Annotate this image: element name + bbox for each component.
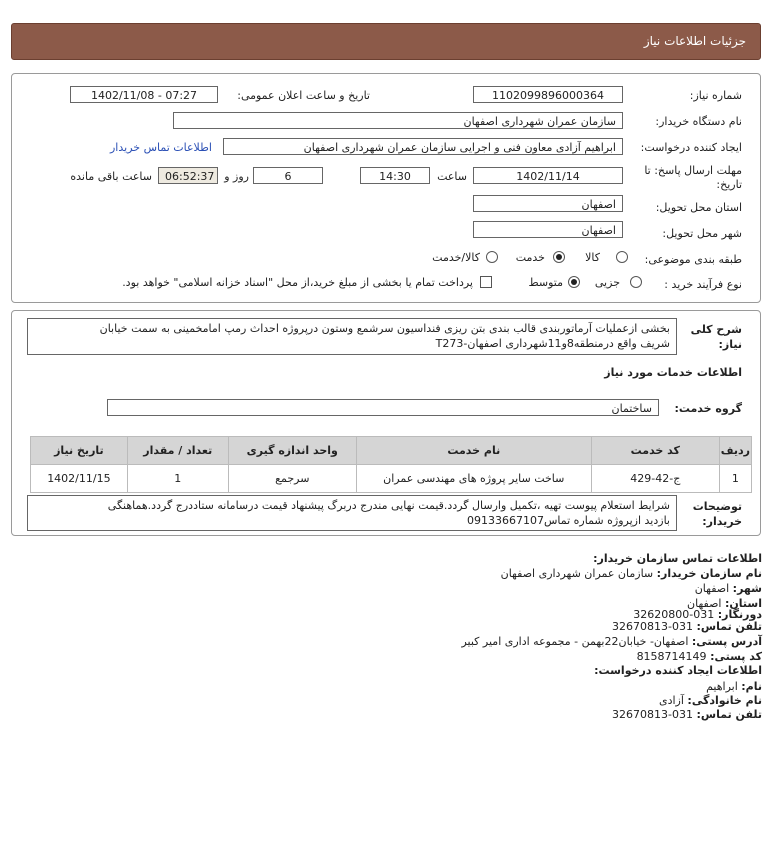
remaining-label: ساعت باقی مانده [70,170,152,183]
phone-value: 031-32670813 [612,620,694,633]
remaining-time-field: 06:52:37 [158,167,218,184]
buyer-notes-line-2: بازدید ازپروژه شماره تماس09133667107 [466,514,670,527]
need-number-label: شماره نیاز: [689,89,742,102]
buyer-contact-link[interactable]: اطلاعات تماس خریدار [110,141,212,154]
name-value: ابراهیم [706,680,738,693]
need-number-field: 1102099896000364 [473,86,623,103]
need-info-panel [11,73,761,303]
family-line [659,694,762,707]
page-header [11,23,761,60]
contact-title: اطلاعات تماس سازمان خریدار: [593,552,762,565]
table-row [31,465,752,493]
address-value: اصفهان- خیابان22بهمن - مجموعه اداری امیر کبیر [461,635,689,648]
creator-label: ایجاد کننده درخواست: [640,141,742,154]
category-radio-goods[interactable] [616,251,628,263]
buyer-notes-label-1: توضیحات [692,500,742,513]
cell-quantity: 1 [127,465,228,493]
category-option-goods-service: کالا/خدمت [432,251,480,264]
phone-label: تلفن تماس: [696,620,762,633]
org-line [501,567,762,580]
buyer-label: نام دستگاه خریدار: [655,115,742,128]
fax-value: 031-32620800 [633,608,715,621]
name-label: نام: [741,680,762,693]
contact-city-label: شهر: [732,582,762,595]
province-field: اصفهان [473,195,623,212]
category-radio-service[interactable] [553,251,565,263]
col-name: نام خدمت [356,437,591,465]
treasury-checkbox[interactable] [480,276,492,288]
process-radio-minor[interactable] [630,276,642,288]
summary-text-box [27,318,677,355]
days-field: 6 [253,167,323,184]
col-date: تاریخ نیاز [31,437,128,465]
category-label: طبقه بندی موضوعی: [644,253,742,266]
address-line [461,635,762,648]
service-group-field: ساختمان [107,399,659,416]
postal-line [637,650,762,663]
province-label: استان محل تحویل: [655,201,742,214]
summary-text-line-2: شریف واقع درمنطقه8و11شهرداری اصفهان-T273 [435,337,670,350]
col-quantity: تعداد / مقدار [127,437,228,465]
city-line [695,582,762,595]
deadline-date-field: 1402/11/14 [473,167,623,184]
page-title: جزئیات اطلاعات نیاز [643,34,746,48]
postal-label: کد پستی: [710,650,762,663]
contact-city-value: اصفهان [694,582,730,595]
postal-value: 8158714149 [636,650,707,663]
cell-row: 1 [719,465,751,493]
deadline-label-2: تاریخ: [716,178,742,191]
payment-note: پرداخت تمام یا بخشی از مبلغ خرید،از محل "اسناد خزانه اسلامی" خواهد بود. [122,276,473,289]
org-label: نام سازمان خریدار: [656,567,762,580]
family-label: نام خانوادگی: [687,694,762,707]
fax-label: دورنگار: [717,608,762,621]
col-row: ردیف [719,437,751,465]
col-unit: واحد اندازه گیری [228,437,356,465]
time-label: ساعت [437,170,467,183]
buyer-field: سازمان عمران شهرداری اصفهان [173,112,623,129]
category-option-goods: کالا [585,251,600,264]
process-option-medium: متوسط [528,276,563,289]
deadline-time-field: 14:30 [360,167,430,184]
creator-field: ابراهیم آزادی معاون فنی و اجرایی سازمان عمران شهرداری اصفهان [223,138,623,155]
table-header-row [31,437,752,465]
process-option-minor: جزیی [594,276,620,289]
buyer-notes-box [27,495,677,531]
cell-code: ج-42-429 [591,465,719,493]
service-group-label: گروه خدمت: [674,402,742,415]
services-title: اطلاعات خدمات مورد نیاز [604,366,742,379]
summary-text-line-1: بخشی ازعملیات آرماتوربندی قالب بندی بتن ریزی فنداسیون سرشمع وستون درپروژه احداث رمپ امامخمینی به سمت خیابان [99,322,670,335]
summary-label: شرح کلی [690,323,742,336]
city-field: اصفهان [473,221,623,238]
org-value: سازمان عمران شهرداری اصفهان [500,567,654,580]
address-label: آدرس پستی: [691,635,762,648]
city-label: شهر محل تحویل: [662,227,742,240]
summary-label-2: نیاز: [718,338,742,351]
process-label: نوع فرآیند خرید : [664,278,742,291]
cell-date: 1402/11/15 [31,465,128,493]
buyer-notes-label-2: خریدار: [702,515,742,528]
creator-phone-value: 031-32670813 [612,708,694,721]
contact-province-label: استان: [725,597,762,610]
phone-line [612,620,762,633]
announce-field: 1402/11/08 - 07:27 [70,86,218,103]
creator-phone-label: تلفن تماس: [696,708,762,721]
cell-unit: سرجمع [228,465,356,493]
creator-phone-line [612,708,762,721]
buyer-notes-line-1: شرایط استعلام پیوست تهیه ،تکمیل وارسال گردد.قیمت نهایی مندرج دربرگ پیشنهاد قیمت درسامانه ستاددرج گردد.هماهنگی [107,499,670,512]
category-option-service: خدمت [515,251,545,264]
creator-title: اطلاعات ایجاد کننده درخواست: [594,664,762,677]
col-code: کد خدمت [591,437,719,465]
contact-province-value: اصفهان [687,597,722,610]
process-radio-medium[interactable] [568,276,580,288]
deadline-label-1: مهلت ارسال پاسخ: تا [644,164,742,177]
cell-name: ساخت سایر پروژه های مهندسی عمران [356,465,591,493]
services-table [30,436,752,493]
name-line [706,680,762,693]
category-radio-goods-service[interactable] [486,251,498,263]
days-label: روز و [224,170,249,183]
announce-label: تاریخ و ساعت اعلان عمومی: [237,89,370,102]
family-value: آزادی [658,694,684,707]
